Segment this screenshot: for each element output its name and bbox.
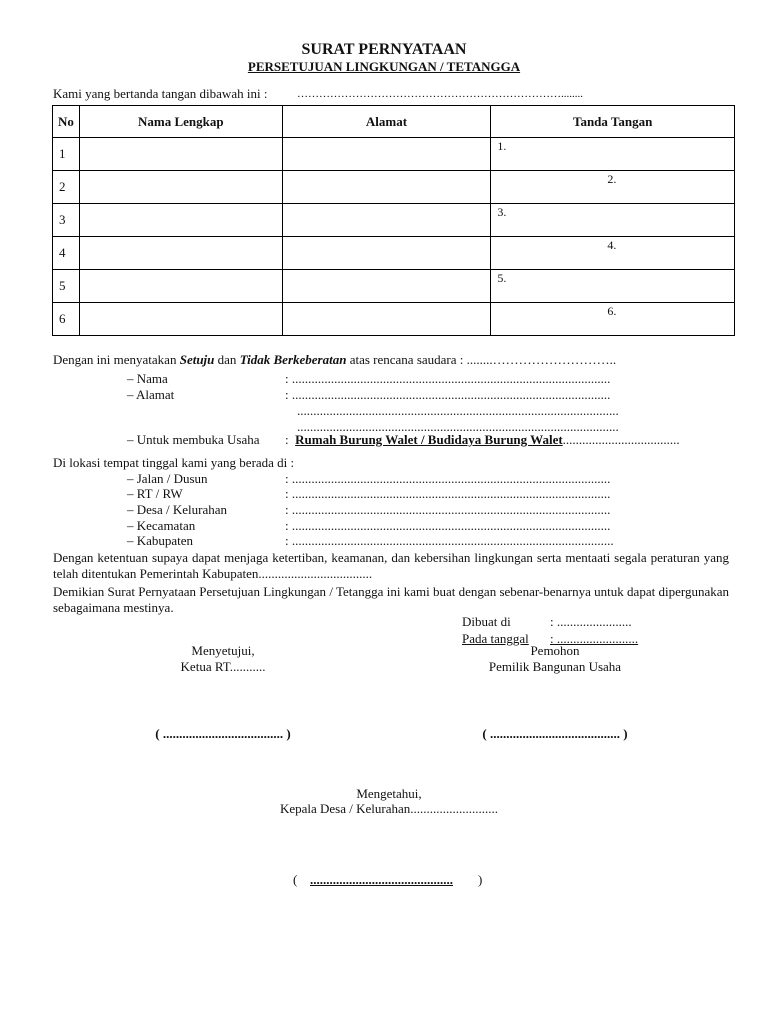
row-number: 6 bbox=[53, 303, 80, 336]
location-regency-field[interactable]: : ................................................................................................... bbox=[285, 533, 614, 548]
location-intro: Di lokasi tempat tinggal kami yang berada di : bbox=[53, 455, 295, 470]
address-cell[interactable] bbox=[282, 237, 491, 270]
signature-number: 6. bbox=[607, 304, 617, 318]
signature-cell[interactable] bbox=[491, 237, 735, 270]
statement-suffix: atas rencana saudara : ........……………………….. bbox=[346, 352, 617, 367]
signature-cell[interactable] bbox=[491, 270, 735, 303]
row-number: 3 bbox=[53, 204, 80, 237]
business-label: – Untuk membuka Usaha bbox=[127, 432, 260, 447]
name-cell[interactable] bbox=[79, 237, 282, 270]
location-district-label: – Kecamatan bbox=[127, 518, 196, 533]
location-village-label: – Desa / Kelurahan bbox=[127, 502, 227, 517]
signature-number: 3. bbox=[497, 205, 507, 219]
row-number: 1 bbox=[53, 138, 80, 171]
column-header-signature: Tanda Tangan bbox=[491, 106, 735, 138]
address-cell[interactable] bbox=[282, 303, 491, 336]
applicant-heading: Pemohon bbox=[530, 643, 580, 658]
applicant-address-field-2[interactable]: ................................................................................................... bbox=[297, 403, 619, 418]
location-rt-rw-field[interactable]: : .................................................................................................. bbox=[285, 486, 611, 501]
document-subtitle: PERSETUJUAN LINGKUNGAN / TETANGGA bbox=[247, 59, 521, 74]
village-head-signature-name-field[interactable]: ............................................ bbox=[310, 872, 453, 887]
location-rt-rw-label: – RT / RW bbox=[127, 486, 183, 501]
signature-cell[interactable] bbox=[491, 303, 735, 336]
name-cell[interactable] bbox=[79, 138, 282, 171]
name-cell[interactable] bbox=[79, 204, 282, 237]
place-label: Dibuat di bbox=[462, 614, 511, 629]
table-row bbox=[53, 138, 735, 171]
date-label: Pada tanggal bbox=[462, 631, 529, 646]
business-type-value: Rumah Burung Walet / Budidaya Burung Walet bbox=[295, 432, 563, 447]
address-cell[interactable] bbox=[282, 204, 491, 237]
statement-dan: dan bbox=[214, 352, 240, 367]
name-cell[interactable] bbox=[79, 270, 282, 303]
signature-cell[interactable] bbox=[491, 204, 735, 237]
business-value-line bbox=[285, 432, 680, 448]
terms-paragraph: Dengan ketentuan supaya dapat menjaga ketertiban, keamanan, dan kebersihan lingkungan serta mentaati segala peraturan yang telah ditentukan Pemerintah Kabupaten................................... bbox=[53, 550, 729, 581]
table-row bbox=[53, 237, 735, 270]
location-village-field[interactable]: : .................................................................................................. bbox=[285, 502, 611, 517]
acknowledger-heading: Mengetahui, bbox=[356, 786, 422, 801]
statement-setuju: Setuju bbox=[179, 352, 215, 367]
address-cell[interactable] bbox=[282, 138, 491, 171]
business-colon: : bbox=[285, 432, 289, 447]
applicant-name-field[interactable]: : .................................................................................................. bbox=[285, 371, 611, 386]
table-header-row bbox=[53, 106, 735, 138]
bottom-close-paren: ) bbox=[478, 872, 483, 887]
row-number: 4 bbox=[53, 237, 80, 270]
column-header-name: Nama Lengkap bbox=[79, 106, 282, 138]
location-regency-label: – Kabupaten bbox=[127, 533, 194, 548]
statement-tidak-berkeberatan: Tidak Berkeberatan bbox=[239, 352, 347, 367]
signature-number: 4. bbox=[607, 238, 617, 252]
applicant-signature-name-field[interactable]: ( ........................................ ) bbox=[482, 726, 628, 741]
statement-prefix: Dengan ini menyatakan bbox=[53, 352, 180, 367]
approver-role: Ketua RT........... bbox=[180, 659, 266, 674]
row-number: 2 bbox=[53, 171, 80, 204]
intro-dots: ………………………………………………………………........ bbox=[297, 88, 583, 100]
table-row bbox=[53, 171, 735, 204]
date-field[interactable]: : ......................... bbox=[550, 631, 639, 646]
name-cell[interactable] bbox=[79, 171, 282, 204]
intro-label: Kami yang bertanda tangan dibawah ini : bbox=[53, 86, 268, 101]
place-field[interactable]: : ....................... bbox=[550, 614, 632, 629]
business-dots: .................................... bbox=[562, 432, 680, 447]
applicant-role: Pemilik Bangunan Usaha bbox=[488, 659, 622, 674]
closing-paragraph: Demikian Surat Pernyataan Persetujuan Lingkungan / Tetangga ini kami buat dengan sebenar-benarnya untuk dapat dipergunakan sebagaimana mestinya. bbox=[53, 584, 729, 615]
table-row bbox=[53, 204, 735, 237]
signature-number: 5. bbox=[497, 271, 507, 285]
signature-cell[interactable] bbox=[491, 171, 735, 204]
column-header-no: No bbox=[53, 106, 80, 138]
location-street-field[interactable]: : .................................................................................................. bbox=[285, 471, 611, 486]
rt-signature-name-field[interactable]: ( ..................................... ) bbox=[155, 726, 291, 741]
table-row bbox=[53, 270, 735, 303]
column-header-address: Alamat bbox=[282, 106, 491, 138]
signature-number: 1. bbox=[497, 139, 507, 153]
table-row bbox=[53, 303, 735, 336]
signature-number: 2. bbox=[607, 172, 617, 186]
signature-cell[interactable] bbox=[491, 138, 735, 171]
signatory-table bbox=[52, 105, 735, 336]
applicant-address-field-3[interactable]: ................................................................................................... bbox=[297, 419, 619, 434]
name-cell[interactable] bbox=[79, 303, 282, 336]
row-number: 5 bbox=[53, 270, 80, 303]
approver-heading: Menyetujui, bbox=[191, 643, 255, 658]
applicant-name-label: – Nama bbox=[127, 371, 168, 386]
statement-line bbox=[53, 352, 616, 368]
location-street-label: – Jalan / Dusun bbox=[127, 471, 208, 486]
applicant-address-label: – Alamat bbox=[127, 387, 175, 402]
document-title: SURAT PERNYATAAN bbox=[301, 41, 467, 58]
acknowledger-role: Kepala Desa / Kelurahan........................... bbox=[279, 801, 499, 816]
address-cell[interactable] bbox=[282, 171, 491, 204]
bottom-open-paren: ( bbox=[293, 872, 298, 887]
location-district-field[interactable]: : .................................................................................................. bbox=[285, 518, 611, 533]
address-cell[interactable] bbox=[282, 270, 491, 303]
applicant-address-field[interactable]: : .................................................................................................. bbox=[285, 387, 611, 402]
